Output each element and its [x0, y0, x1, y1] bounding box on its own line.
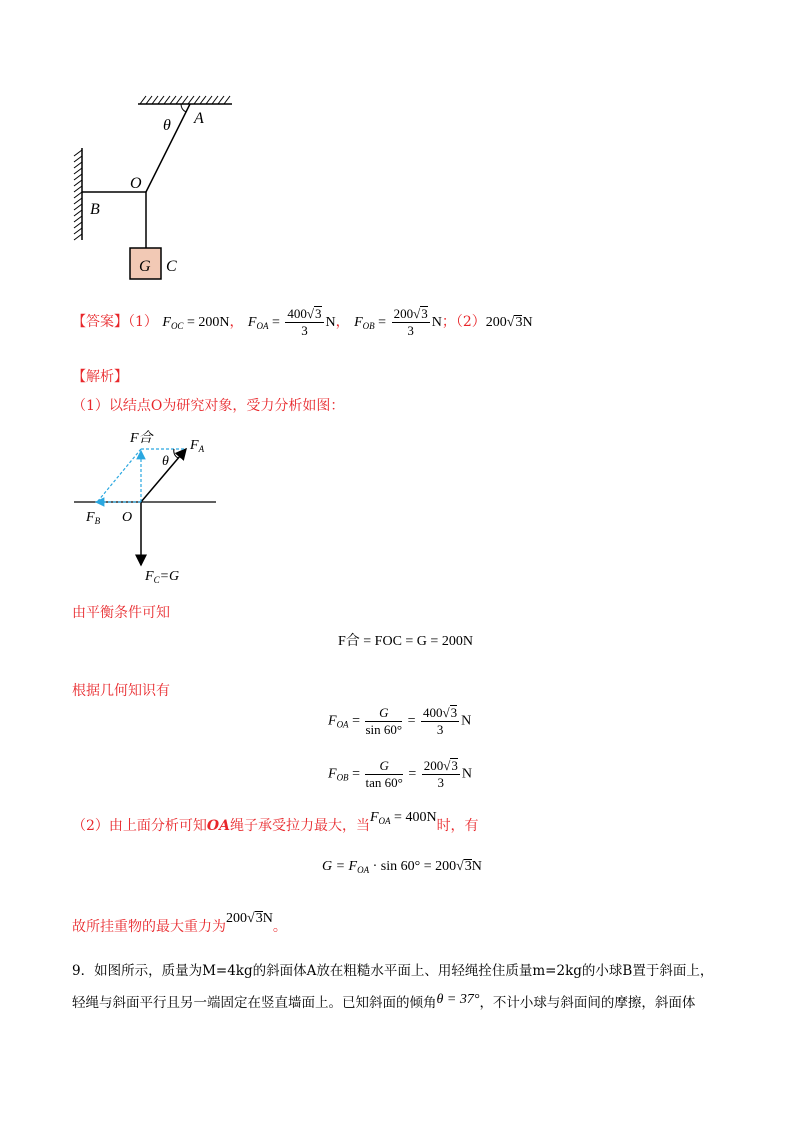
force-diagram: [70, 425, 230, 590]
wall-hatch: [74, 150, 82, 240]
rope-diagram: [60, 90, 260, 290]
answer-foc: $F_{OC} = 200N$: [162, 315, 230, 331]
step2-line: （2）由上面分析可知OA绳子承受拉力最大，当$F_{OA} = 400N$时，有: [72, 810, 479, 834]
label-theta-2: θ: [162, 454, 169, 469]
label-G: G: [139, 258, 151, 275]
equation-3: $F_{OB}$ = $\frac{G}{\tan 60^\circ}$ = $\frac{200√3}{3}$ N: [328, 758, 472, 790]
label-F-he: F合: [130, 431, 153, 446]
answer-tag: 【答案】: [72, 314, 128, 330]
angle-arc-2: [174, 449, 178, 458]
answer-foa: $F_{OA}$ = $\frac{400√3}{3}$ N: [247, 306, 336, 339]
problem9-line1: 9．如图所示，质量为M=4kg的斜面体A放在粗糙水平面上、用轻绳拴住质量m=2kg的小球B置于斜面上，: [72, 963, 714, 979]
label-B: B: [90, 201, 100, 218]
geometry-text: 根据几何知识有: [72, 683, 170, 699]
analysis-tag: 【解析】: [72, 369, 128, 385]
label-theta: θ: [163, 117, 171, 134]
label-FC: $F_C=G$: [145, 569, 180, 585]
equation-2: $F_{OA}$ = $\frac{G}{\sin 60^\circ}$ = $\frac{400√3}{3}$ N: [328, 705, 472, 737]
label-C: C: [166, 258, 177, 275]
answer-fob: $F_{OB}$ = $\frac{200√3}{3}$ N: [354, 306, 442, 339]
angle-arc: [181, 104, 186, 112]
label-O-2: O: [122, 510, 133, 525]
answer-p2: 200√3N: [485, 315, 533, 330]
problem9-line2: 轻绳与斜面平行且另一端固定在竖直墙面上。已知斜面的倾角θ = 37°，不计小球与斜面间的摩擦，斜面体: [72, 992, 696, 1011]
label-O: O: [130, 175, 142, 192]
answer-part1: （1）: [128, 314, 158, 330]
dashed-left: [98, 449, 141, 501]
analysis-step1: （1）以结点O为研究对象，受力分析如图：: [72, 398, 345, 414]
answer-line: 【答案】（1） $F_{OC} = 200N$， $F_{OA}$ = $\frac{400√3}{3}$ N， $F_{OB}$ = $\frac{200√3}{3}$ N；（2）200√3N: [72, 306, 533, 339]
conclusion-line: 故所挂重物的最大重力为200√3N。: [72, 911, 287, 935]
ceiling-hatch: [140, 96, 230, 104]
equation-4: $G = F_{OA} \cdot \sin 60^\circ = 200√3N$: [322, 859, 482, 875]
label-FA: $F_A$: [190, 438, 205, 454]
label-FB: $F_B$: [86, 510, 101, 526]
label-A: A: [194, 110, 204, 127]
equilibrium-text: 由平衡条件可知: [72, 605, 170, 621]
equation-1: F合 = FOC = G = 200N: [338, 634, 473, 649]
